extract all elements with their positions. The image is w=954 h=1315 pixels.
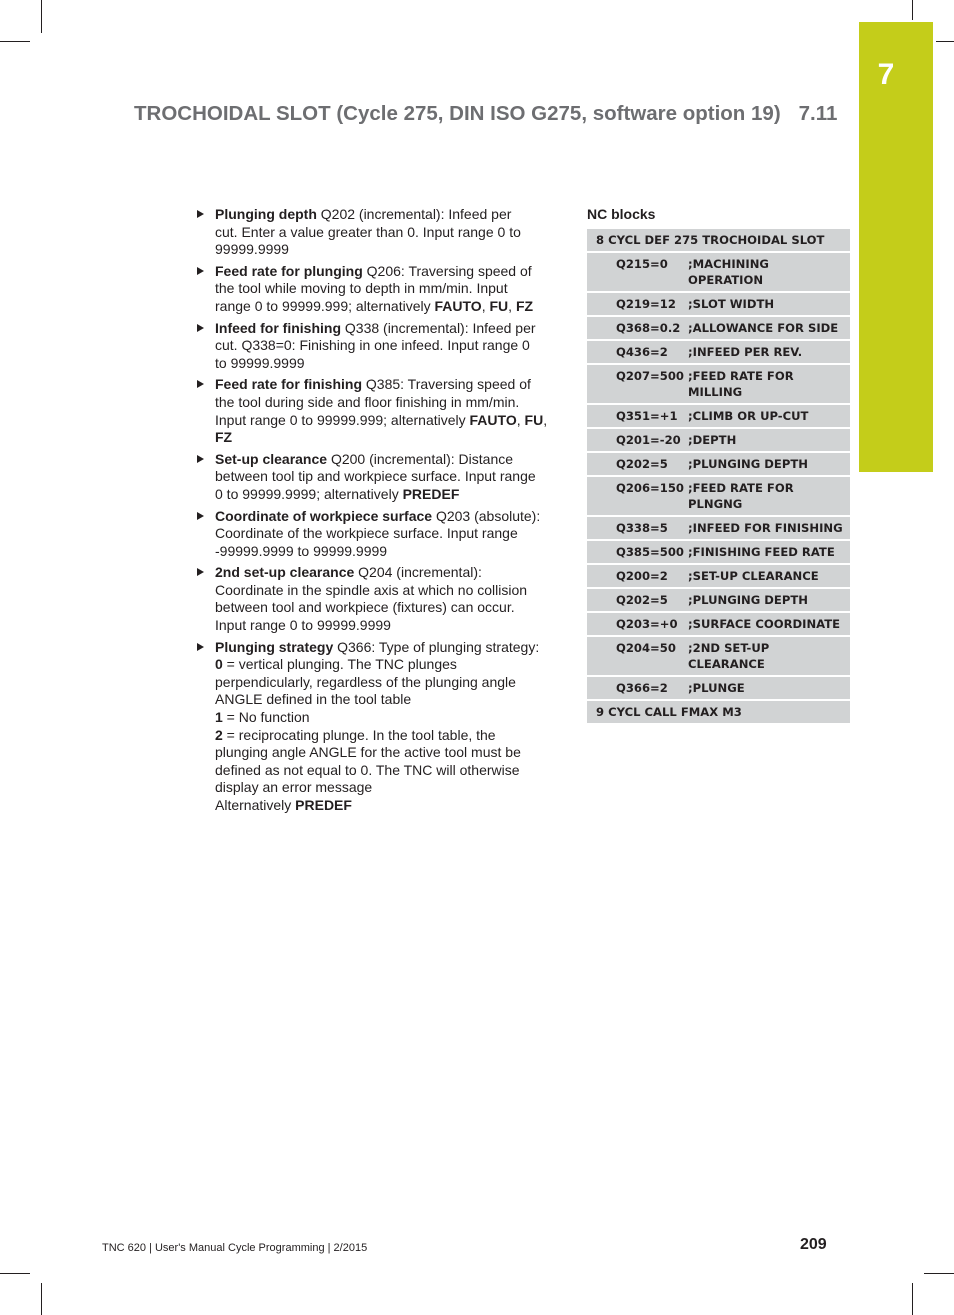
chapter-number: 7	[877, 58, 895, 91]
text-line: defined as not equal to 0. The TNC will otherwise	[215, 761, 520, 778]
bullet-arrow-icon	[197, 643, 204, 651]
text-line: 99999.9999	[215, 241, 289, 258]
nc-parameter-row	[587, 429, 850, 453]
alt-label: Alternatively	[215, 797, 296, 813]
nc-code: Q385=500	[616, 545, 684, 559]
text-line: Q206: Traversing speed of	[362, 262, 532, 279]
option-key: 1	[215, 709, 223, 726]
parameter-name: 2nd set-up clearance	[215, 564, 355, 581]
nc-comment-line: ;2ND SET-UP	[688, 641, 770, 655]
parameter-name: Set-up clearance	[215, 450, 328, 467]
nc-parameter-row	[587, 565, 850, 589]
parameter-item	[193, 263, 558, 316]
page-number: 209	[800, 1236, 827, 1253]
text-line: Input range 0 to 99999.999; alternatively	[215, 411, 466, 428]
text-line: Q204 (incremental):	[354, 564, 482, 581]
parameter-item	[193, 639, 558, 815]
text-line: -99999.9999 to 99999.9999	[215, 542, 388, 559]
text-line: Q338 (incremental): Infeed per	[341, 319, 536, 336]
nc-code: Q351=+1	[616, 409, 678, 423]
nc-code: Q202=5	[616, 593, 668, 607]
nc-code: Q201=-20	[616, 433, 681, 447]
nc-comment: ;DEPTH	[688, 433, 737, 447]
alt-option: FAUTO	[469, 411, 517, 428]
parameter-intro: Q366: Type of plunging strategy:	[333, 638, 540, 655]
nc-code: Q200=2	[616, 569, 668, 583]
nc-comment: ;SLOT WIDTH	[688, 297, 775, 311]
text-line: Q202 (incremental): Infeed per	[316, 206, 512, 222]
text-line: ANGLE defined in the tool table	[215, 691, 412, 708]
nc-comment: ;ALLOWANCE FOR SIDE	[688, 321, 839, 335]
nc-comment: ;FINISHING FEED RATE	[688, 545, 835, 559]
parameter-item	[193, 508, 558, 561]
text-line: Q203 (absolute):	[432, 507, 541, 524]
text-line: cut. Enter a value greater than 0. Input range 0 to	[215, 223, 521, 240]
crop-mark	[41, 1283, 42, 1315]
bullet-arrow-icon	[197, 568, 204, 576]
parameter-name: Infeed for finishing	[215, 319, 341, 336]
text-line: 0 to 99999.9999; alternatively	[215, 485, 399, 502]
nc-comment: ;INFEED PER REV.	[688, 345, 803, 359]
alt-option: FU	[489, 297, 509, 314]
parameter-name: Coordinate of workpiece surface	[215, 507, 433, 524]
sep: ,	[508, 297, 516, 314]
parameter-name: Plunging depth	[215, 206, 317, 222]
text-line: Q385: Traversing speed of	[362, 376, 531, 393]
parameter-list	[193, 206, 558, 819]
nc-parameter-row	[587, 293, 850, 317]
text-line: display an error message	[215, 779, 373, 796]
footer-text: TNC 620 | User's Manual Cycle Programming | 2/2015	[102, 1242, 368, 1254]
bullet-arrow-icon	[197, 210, 204, 218]
parameter-item	[193, 451, 558, 504]
sep: ,	[481, 297, 490, 314]
nc-comment-line: ;MACHINING	[688, 257, 769, 271]
text-line: Input range 0 to 99999.9999	[215, 617, 391, 634]
text-line: the tool during side and floor finishing in mm/min.	[215, 393, 520, 410]
parameter-name: Feed rate for plunging	[215, 262, 363, 279]
nc-code: Q204=50	[616, 641, 676, 655]
nc-parameter-row	[587, 637, 850, 677]
parameter-item	[193, 376, 558, 446]
parameter-item	[193, 206, 558, 259]
nc-parameter-row	[587, 405, 850, 429]
nc-comment	[688, 256, 844, 288]
nc-comment: ;PLUNGE	[688, 681, 745, 695]
nc-parameter-row	[587, 253, 850, 293]
crop-mark	[936, 41, 954, 42]
nc-parameter-row	[587, 541, 850, 565]
crop-mark	[912, 1283, 913, 1315]
nc-parameter-row	[587, 517, 850, 541]
parameter-name: Plunging strategy	[215, 638, 334, 655]
nc-parameter-row	[587, 453, 850, 477]
nc-code: Q206=150	[616, 481, 684, 495]
nc-block-row: 9 CYCL CALL FMAX M3	[587, 701, 850, 725]
alt-value: PREDEF	[295, 797, 352, 813]
chapter-tab	[859, 22, 933, 472]
nc-parameter-row	[587, 365, 850, 405]
header-title: TROCHOIDAL SLOT (Cycle 275, DIN ISO G275, software option 19)	[134, 102, 781, 125]
text-line: range 0 to 99999.999; alternatively	[215, 297, 431, 314]
text-line: to 99999.9999	[215, 354, 305, 371]
nc-comment-line: OPERATION	[688, 273, 764, 287]
nc-code: Q366=2	[616, 681, 668, 695]
nc-comment: ;CLIMB OR UP-CUT	[688, 409, 809, 423]
option-key: 0	[215, 656, 223, 673]
nc-code: Q338=5	[616, 521, 668, 535]
text-line: = vertical plunging. The TNC plunges	[222, 656, 457, 673]
nc-comment-line: CLEARANCE	[688, 657, 765, 671]
text-line: between tool and workpiece (fixtures) can occur.	[215, 599, 515, 616]
alt-option: PREDEF	[402, 485, 460, 502]
nc-blocks-title: NC blocks	[587, 206, 656, 222]
nc-comment: ;PLUNGING DEPTH	[688, 457, 808, 471]
text-line: the tool while moving to depth in mm/min. Input	[215, 280, 508, 297]
nc-comment-line: PLNGNG	[688, 497, 743, 511]
crop-mark	[41, 0, 42, 33]
nc-code: Q436=2	[616, 345, 668, 359]
alt-option: FZ	[515, 297, 534, 314]
nc-comment: ;PLUNGING DEPTH	[688, 593, 808, 607]
alt-option: FZ	[215, 429, 233, 446]
nc-code: Q215=0	[616, 257, 668, 271]
header-section: 7.11	[798, 102, 838, 125]
nc-block-row: 8 CYCL DEF 275 TROCHOIDAL SLOT	[587, 229, 850, 253]
nc-comment	[688, 368, 844, 400]
nc-parameter-row	[587, 477, 850, 517]
nc-code: Q368=0.2	[616, 321, 681, 335]
bullet-arrow-icon	[197, 324, 204, 332]
nc-comment: ;SET-UP CLEARANCE	[688, 569, 819, 583]
text-line: perpendicularly, regardless of the plunging angle	[215, 673, 516, 690]
parameter-name: Feed rate for finishing	[215, 376, 363, 393]
nc-comment: ;INFEED FOR FINISHING	[688, 521, 843, 535]
nc-comment: ;SURFACE COORDINATE	[688, 617, 841, 631]
alt-option: FAUTO	[434, 297, 482, 314]
nc-parameter-row	[587, 677, 850, 701]
alt-option: FU	[524, 411, 544, 428]
nc-comment-line: MILLING	[688, 385, 743, 399]
nc-parameter-row	[587, 341, 850, 365]
text-line: = reciprocating plunge. In the tool table, the	[222, 726, 496, 743]
nc-code: Q203=+0	[616, 617, 678, 631]
crop-mark	[924, 1273, 954, 1274]
parameter-item	[193, 564, 558, 634]
nc-comment-line: ;FEED RATE FOR	[688, 481, 794, 495]
nc-comment	[688, 480, 844, 512]
text-line: cut. Q338=0: Finishing in one infeed. Input range 0	[215, 337, 530, 354]
nc-parameter-row	[587, 613, 850, 637]
text-line: Coordinate in the spindle axis at which no collision	[215, 581, 528, 598]
nc-comment-line: ;FEED RATE FOR	[688, 369, 794, 383]
text-line: = No function	[222, 709, 310, 726]
text-line: Q200 (incremental): Distance	[327, 450, 514, 467]
bullet-arrow-icon	[197, 267, 204, 275]
option-key: 2	[215, 726, 223, 743]
bullet-arrow-icon	[197, 512, 204, 520]
text-line: plunging angle ANGLE for the active tool must be	[215, 744, 521, 761]
bullet-arrow-icon	[197, 455, 204, 463]
crop-mark	[912, 0, 913, 20]
sep: ,	[543, 411, 548, 428]
bullet-arrow-icon	[197, 380, 204, 388]
nc-code: Q219=12	[616, 297, 676, 311]
nc-code: Q202=5	[616, 457, 668, 471]
parameter-item	[193, 320, 558, 373]
crop-mark	[0, 41, 30, 42]
crop-mark	[0, 1273, 30, 1274]
nc-parameter-row	[587, 317, 850, 341]
nc-comment	[688, 640, 844, 672]
nc-code: Q207=500	[616, 369, 684, 383]
text-line: Coordinate of the workpiece surface. Input range	[215, 525, 518, 542]
nc-blocks-table	[587, 229, 850, 725]
sep: ,	[516, 411, 525, 428]
text-line: between tool tip and workpiece surface. Input range	[215, 468, 536, 485]
nc-parameter-row	[587, 589, 850, 613]
page-header	[134, 102, 838, 126]
